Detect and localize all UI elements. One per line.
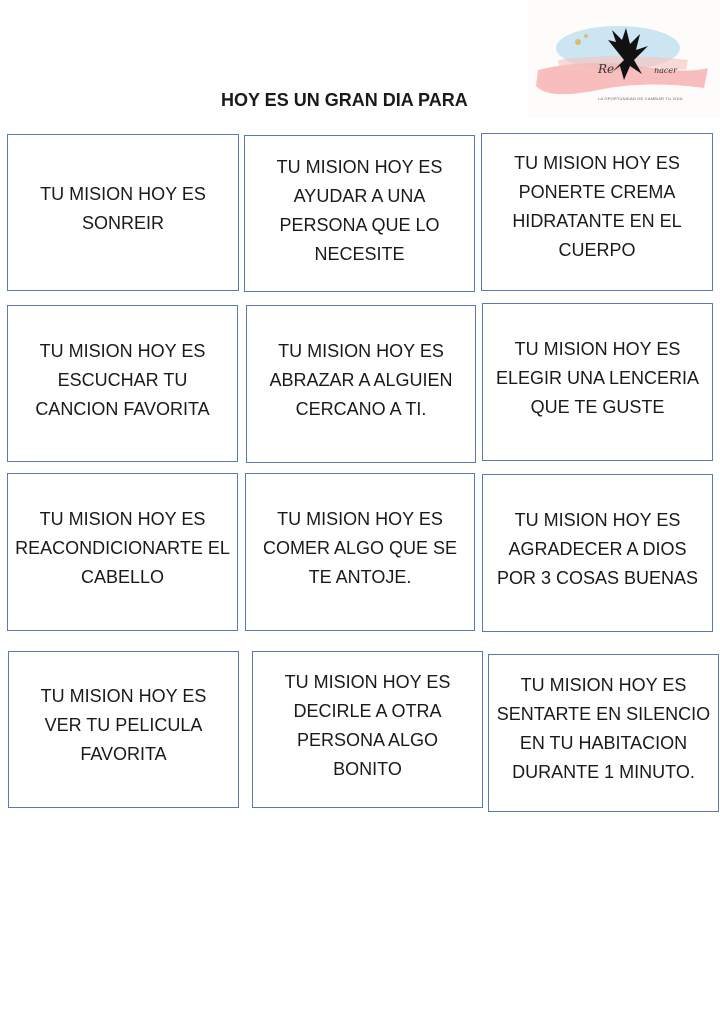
card-text: TU MISION HOY ES ESCUCHAR TU CANCION FAVORITA (35, 341, 210, 419)
card-text: TU MISION HOY ES SENTARTE EN SILENCIO EN TU HABITACION DURANTE 1 MINUTO. (496, 675, 711, 782)
mission-card (488, 654, 719, 812)
brand-tagline: LA OPORTUNIDAD DE CAMBIAR TU VIDA (598, 96, 683, 101)
card-text: TU MISION HOY ES COMER ALGO QUE SE TE ANTOJE. (262, 509, 458, 587)
card-text: TU MISION HOY ES ABRAZAR A ALGUIEN CERCANO A TI. (269, 341, 453, 419)
mission-card (7, 305, 238, 462)
mission-card (482, 474, 713, 632)
card-text: TU MISION HOY ES DECIRLE A OTRA PERSONA ALGO BONITO (284, 672, 451, 779)
card-text: TU MISION HOY ES ELEGIR UNA LENCERIA QUE TE GUSTE (495, 339, 700, 417)
card-text: TU MISION HOY ES REACONDICIONARTE EL CABELLO (15, 509, 230, 587)
mission-card (245, 473, 475, 631)
page-title: HOY ES UN GRAN DIA PARA (221, 90, 468, 110)
mission-card (252, 651, 483, 808)
brand-text-right: nacer (654, 66, 677, 75)
card-text: TU MISION HOY ES VER TU PELICULA FAVORITA (40, 686, 207, 764)
mission-card (7, 134, 239, 291)
mission-card (246, 305, 476, 463)
mission-card (8, 651, 239, 808)
mission-card (244, 135, 475, 292)
card-text: TU MISION HOY ES PONERTE CREMA HIDRATANTE EN EL CUERPO (512, 153, 682, 260)
card-text: TU MISION HOY ES SONREIR (40, 184, 206, 233)
card-text: TU MISION HOY ES AGRADECER A DIOS POR 3 COSAS BUENAS (496, 510, 699, 588)
mission-card (481, 133, 713, 291)
mission-card (7, 473, 238, 631)
card-text: TU MISION HOY ES AYUDAR A UNA PERSONA QUE LO NECESITE (276, 157, 443, 264)
brand-text-left: Re (598, 62, 615, 76)
mission-card (482, 303, 713, 461)
brand-logo (528, 0, 720, 118)
